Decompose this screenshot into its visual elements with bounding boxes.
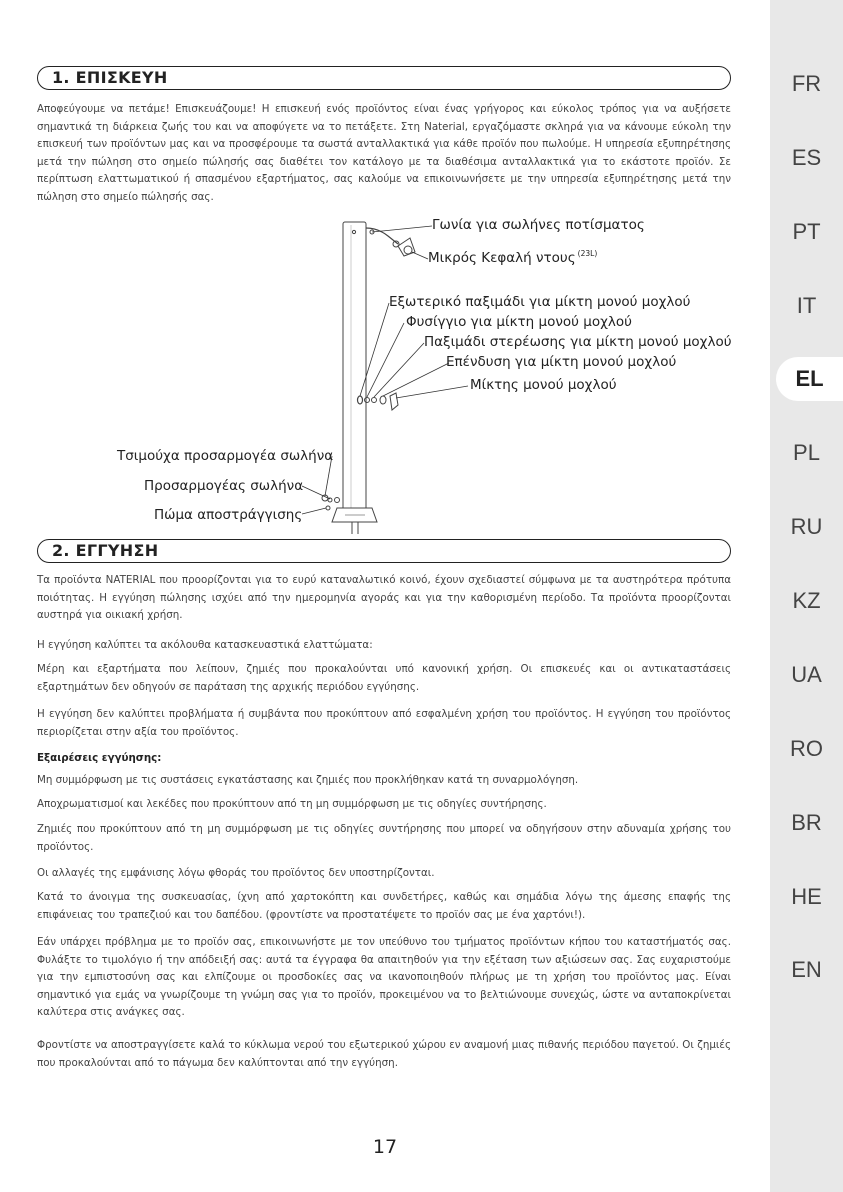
lang-tab-br[interactable]: BR	[791, 810, 822, 835]
exception-item-1: Μη συμμόρφωση με τις συστάσεις εγκατάστασης και ζημιές που προκλήθηκαν κατά τη συναρμολόγηση.	[37, 774, 579, 786]
section-header-warranty	[37, 539, 731, 563]
lang-tab-ua[interactable]: UA	[791, 662, 822, 687]
label-shower-head	[428, 250, 597, 268]
label-drain-plug: Πώμα αποστράγγισης	[154, 507, 303, 523]
label-fixing-nut: Παξιμάδι στερέωσης για μίκτη μονού μοχλού	[424, 334, 732, 350]
shower-parts-diagram	[0, 0, 770, 545]
label-mixer: Μίκτης μονού μοχλού	[470, 377, 617, 393]
shower-illustration	[322, 222, 415, 534]
label-cover: Επένδυση για μίκτη μονού μοχλού	[446, 354, 677, 370]
lang-tab-el[interactable]: EL	[776, 357, 843, 401]
section-title: 1. ΕΠΙΣΚΕΥΗ	[52, 68, 168, 87]
lang-tab-pt[interactable]: PT	[792, 219, 821, 244]
lang-tab-he[interactable]: HE	[791, 884, 822, 909]
lang-tab-fr[interactable]: FR	[791, 71, 822, 96]
label-shower-head-note: (23L)	[577, 249, 598, 258]
exception-item-4: Οι αλλαγές της εμφάνισης λόγω φθοράς του προϊόντος δεν υποστηρίζονται.	[37, 867, 435, 879]
label-elbow: Γωνία για σωλήνες ποτίσματος	[432, 217, 645, 233]
warranty-paragraph-3: Μέρη και εξαρτήματα που λείπουν, ζημιές που προκαλούνται υπό κανονική χρήση. Οι επισκευές και οι αντικαταστάσεις εξαρτημάτων δεν οδηγούν σε παράταση της αρχικής περιόδου εγγύησης.	[37, 663, 731, 693]
lang-tab-ru[interactable]: RU	[790, 514, 823, 539]
exception-item-6: Εάν υπάρχει πρόβλημα με το προϊόν σας, επικοινωνήστε με τον υπεύθυνο του τμήματος προϊόντων κήπου του καταστήματός σας. Φυλάξτε το τιμολόγιο ή την απόδειξή σας: αυτά τα έγγραφα θα απαιτηθούν για την εξέταση των αξιώσεων σας. Σας ευχαριστούμε για την εμπιστοσύνη σας και ελπίζουμε οι προσδοκίες σας να ικανοποιηθούν πλήρως με τη χρήση του προϊόντος μας. Είναι σημαντικό για εμάς να γνωρίζουμε τη γνώμη σας για το προϊόν, προκειμένου να το βελτιώνουμε συνεχώς, ώστε να ανταποκρίνεται καλύτερα στις ανάγκες σας.	[37, 936, 731, 1018]
warranty-paragraph-1: Τα προϊόντα NATERIAL που προορίζονται για το ευρύ καταναλωτικό κοινό, έχουν σχεδιαστεί σύμφωνα με τα αυστηρότερα πρότυπα ποιότητας. Η εγγύηση πώλησης ισχύει από την ημερομηνία αγοράς και για την καθορισμένη περίοδο. Τα προϊόντα προορίζονται αυστηρά για οικιακή χρήση.	[37, 574, 731, 621]
label-outer-nut: Εξωτερικό παξιμάδι για μίκτη μονού μοχλού	[389, 294, 691, 310]
page-number: 17	[372, 1136, 398, 1158]
label-adapter: Προσαρμογέας σωλήνα	[144, 478, 304, 494]
lang-tab-ro[interactable]: RO	[790, 736, 823, 761]
warranty-paragraph-2: Η εγγύηση καλύπτει τα ακόλουθα κατασκευαστικά ελαττώματα:	[37, 639, 373, 651]
label-adapter-washer: Τσιμούχα προσαρμογέα σωλήνα	[117, 448, 334, 464]
exceptions-title: Εξαιρέσεις εγγύησης:	[37, 752, 162, 764]
exception-item-5: Κατά το άνοιγμα της συσκευασίας, ίχνη από χαρτοκόπτη και συνδετήρες, καθώς και σημάδια λόγω της άμεσης επαφής της επιφάνειας του τραπεζιού και του δαπέδου. (φροντίστε να προστατέψετε το προϊόν σας με ένα χαρτόνι!).	[37, 891, 731, 921]
lang-tab-pl[interactable]: PL	[793, 440, 820, 465]
label-shower-head-text: Μικρός Κεφαλή ντους	[428, 250, 576, 266]
lang-tab-es[interactable]: ES	[791, 145, 822, 170]
leader-lines	[302, 226, 468, 514]
lang-tab-en[interactable]: EN	[791, 957, 822, 982]
language-sidebar	[770, 0, 843, 1192]
label-cartridge: Φυσίγγιο για μίκτη μονού μοχλού	[406, 314, 632, 330]
lang-tab-it[interactable]: IT	[796, 293, 817, 318]
lang-tab-kz[interactable]: KZ	[792, 588, 821, 613]
section-title: 2. ΕΓΓΥΗΣΗ	[52, 541, 159, 560]
exception-item-7: Φροντίστε να αποστραγγίσετε καλά το κύκλωμα νερού του εξωτερικού χώρου εν αναμονή μιας πιθανής περιόδου παγετού. Οι ζημιές που προκαλούνται από το πάγωμα δεν καλύπτονται από την εγγύηση.	[37, 1039, 731, 1069]
warranty-paragraph-4: Η εγγύηση δεν καλύπτει προβλήματα ή συμβάντα που προκύπτουν από εσφαλμένη χρήση του προϊόντος. Η εγγύηση του προϊόντος περιορίζεται στην αξία του προϊόντος.	[37, 708, 731, 738]
exception-item-2: Αποχρωματισμοί και λεκέδες που προκύπτουν από τη μη συμμόρφωση με τις οδηγίες συντήρησης.	[37, 798, 547, 810]
exception-item-3: Ζημιές που προκύπτουν από τη μη συμμόρφωση με τις οδηγίες συντήρησης που μπορεί να οδηγήσουν στην αδυναμία χρήσης του προϊόντος.	[37, 823, 731, 853]
repair-paragraph: Αποφεύγουμε να πετάμε! Επισκευάζουμε! Η επισκευή ενός προϊόντος είναι ένας γρήγορος και εύκολος τρόπος για να αυξήσετε σημαντικά τη διάρκεια ζωής του και να αποφύγετε να το πετάξετε. Στη Naterial, εργαζόμαστε σκληρά για να κάνουμε εύκολη την επισκευή των προϊόντων μας και να προσφέρουμε τα σωστά ανταλλακτικά για κάθε προϊόν που πωλούμε. Η υπηρεσία εξυπηρέτησης μετά την πώληση στο σημείο πώλησής σας διαθέτει τον κατάλογο με τα διαθέσιμα ανταλλακτικά για το εκάστοτε προϊόν. Σε περίπτωση ελαττωματικού ή σπασμένου εξαρτήματος, σας καλούμε να επικοινωνήσετε με την υπηρεσία εξυπηρέτησης μετά την πώληση στο σημείο πώλησής σας.	[37, 103, 731, 203]
